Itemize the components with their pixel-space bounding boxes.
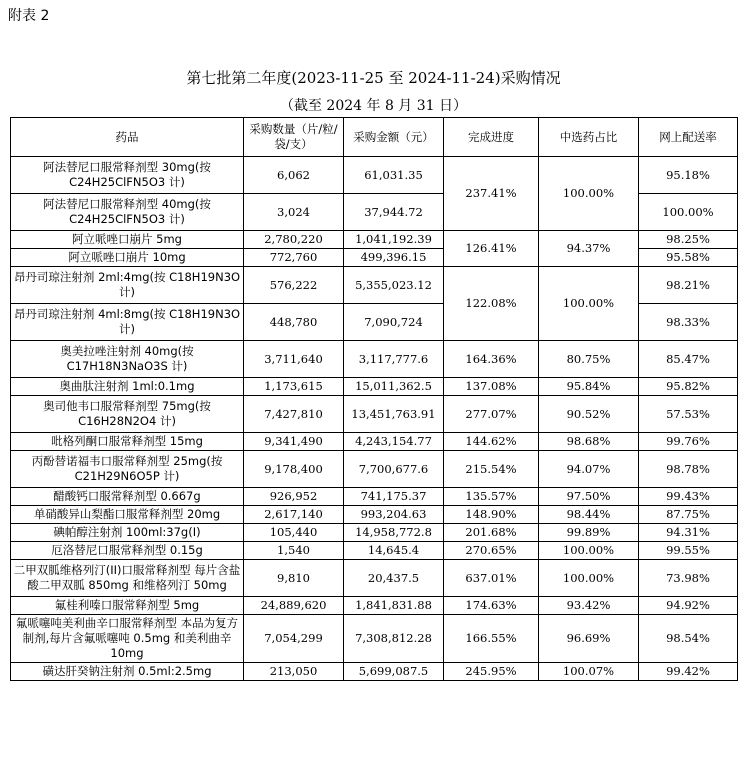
cell-delivery: 95.18% — [639, 157, 738, 194]
cell-progress: 277.07% — [444, 396, 539, 433]
cell-drug: 昂丹司琼注射剂 2ml:4mg(按 C18H19N3O 计) — [11, 267, 244, 304]
header-share: 中选药占比 — [539, 118, 639, 157]
cell-quantity: 7,054,299 — [244, 615, 344, 663]
cell-amount: 14,645.4 — [344, 542, 444, 560]
cell-drug: 阿立哌唑口崩片 5mg — [11, 231, 244, 249]
table-header-row — [11, 118, 738, 157]
cell-amount: 7,308,812.28 — [344, 615, 444, 663]
cell-delivery: 57.53% — [639, 396, 738, 433]
page-subtitle: （截至 2024 年 8 月 31 日） — [279, 98, 468, 114]
cell-delivery: 94.92% — [639, 597, 738, 615]
cell-quantity: 926,952 — [244, 488, 344, 506]
cell-amount: 14,958,772.8 — [344, 524, 444, 542]
cell-drug: 醋酸钙口服常释剂型 0.667g — [11, 488, 244, 506]
cell-quantity: 1,173,615 — [244, 378, 344, 396]
cell-progress: 270.65% — [444, 542, 539, 560]
cell-delivery: 87.75% — [639, 506, 738, 524]
cell-drug: 阿立哌唑口崩片 10mg — [11, 249, 244, 267]
cell-progress: 215.54% — [444, 451, 539, 488]
table-row — [11, 396, 738, 433]
cell-share: 94.07% — [539, 451, 639, 488]
cell-quantity: 3,711,640 — [244, 341, 344, 378]
cell-amount: 993,204.63 — [344, 506, 444, 524]
cell-amount: 741,175.37 — [344, 488, 444, 506]
cell-quantity: 772,760 — [244, 249, 344, 267]
cell-progress: 164.36% — [444, 341, 539, 378]
table-row — [11, 488, 738, 506]
table-row — [11, 267, 738, 304]
cell-quantity: 2,780,220 — [244, 231, 344, 249]
cell-amount: 499,396.15 — [344, 249, 444, 267]
cell-amount: 3,117,777.6 — [344, 341, 444, 378]
cell-share: 90.52% — [539, 396, 639, 433]
cell-amount: 7,700,677.6 — [344, 451, 444, 488]
cell-progress: 126.41% — [444, 231, 539, 267]
cell-quantity: 6,062 — [244, 157, 344, 194]
cell-drug: 厄洛替尼口服常释剂型 0.15g — [11, 542, 244, 560]
cell-amount: 4,243,154.77 — [344, 433, 444, 451]
cell-progress: 237.41% — [444, 157, 539, 231]
table-row — [11, 451, 738, 488]
table-row — [11, 560, 738, 597]
cell-drug: 磺达肝癸钠注射剂 0.5ml:2.5mg — [11, 663, 244, 681]
cell-progress: 637.01% — [444, 560, 539, 597]
cell-quantity: 9,341,490 — [244, 433, 344, 451]
cell-drug: 丙酚替诺福韦口服常释剂型 25mg(按C21H29N6O5P 计) — [11, 451, 244, 488]
cell-progress: 245.95% — [444, 663, 539, 681]
table-row — [11, 341, 738, 378]
cell-drug: 吡格列酮口服常释剂型 15mg — [11, 433, 244, 451]
cell-quantity: 7,427,810 — [244, 396, 344, 433]
cell-amount: 13,451,763.91 — [344, 396, 444, 433]
cell-share: 80.75% — [539, 341, 639, 378]
cell-quantity: 105,440 — [244, 524, 344, 542]
cell-delivery: 99.55% — [639, 542, 738, 560]
header-amount: 采购金额（元） — [344, 118, 444, 157]
cell-progress: 122.08% — [444, 267, 539, 341]
header-delivery: 网上配送率 — [639, 118, 738, 157]
cell-delivery: 95.58% — [639, 249, 738, 267]
cell-share: 99.89% — [539, 524, 639, 542]
cell-delivery: 85.47% — [639, 341, 738, 378]
cell-quantity: 213,050 — [244, 663, 344, 681]
cell-share: 100.00% — [539, 542, 639, 560]
cell-share: 97.50% — [539, 488, 639, 506]
table-row — [11, 231, 738, 249]
cell-amount: 37,944.72 — [344, 194, 444, 231]
cell-drug: 昂丹司琼注射剂 4ml:8mg(按 C18H19N3O 计) — [11, 304, 244, 341]
cell-progress: 174.63% — [444, 597, 539, 615]
attachment-label: 附表 2 — [8, 8, 50, 24]
cell-share: 94.37% — [539, 231, 639, 267]
cell-quantity: 1,540 — [244, 542, 344, 560]
table-row — [11, 378, 738, 396]
cell-drug: 单硝酸异山梨酯口服常释剂型 20mg — [11, 506, 244, 524]
cell-amount: 1,041,192.39 — [344, 231, 444, 249]
cell-delivery: 100.00% — [639, 194, 738, 231]
cell-amount: 15,011,362.5 — [344, 378, 444, 396]
cell-progress: 144.62% — [444, 433, 539, 451]
cell-share: 93.42% — [539, 597, 639, 615]
table-row — [11, 157, 738, 194]
cell-quantity: 576,222 — [244, 267, 344, 304]
cell-progress: 166.55% — [444, 615, 539, 663]
cell-amount: 5,699,087.5 — [344, 663, 444, 681]
cell-drug: 二甲双胍维格列汀(II)口服常释剂型 每片含盐酸二甲双胍 850mg 和维格列汀 50mg — [11, 560, 244, 597]
table-row — [11, 597, 738, 615]
cell-quantity: 9,810 — [244, 560, 344, 597]
cell-delivery: 73.98% — [639, 560, 738, 597]
cell-share: 100.07% — [539, 663, 639, 681]
cell-quantity: 24,889,620 — [244, 597, 344, 615]
cell-drug: 氟哌噻吨美利曲辛口服常释剂型 本品为复方制剂,每片含氟哌噻吨 0.5mg 和美利曲辛 10mg — [11, 615, 244, 663]
page-title: 第七批第二年度(2023-11-25 至 2024-11-24)采购情况 — [186, 69, 561, 87]
cell-amount: 1,841,831.88 — [344, 597, 444, 615]
cell-delivery: 98.78% — [639, 451, 738, 488]
header-progress: 完成进度 — [444, 118, 539, 157]
cell-share: 98.44% — [539, 506, 639, 524]
cell-share: 96.69% — [539, 615, 639, 663]
cell-delivery: 99.42% — [639, 663, 738, 681]
cell-progress: 137.08% — [444, 378, 539, 396]
cell-drug: 阿法替尼口服常释剂型 40mg(按C24H25ClFN5O3 计) — [11, 194, 244, 231]
table-row — [11, 542, 738, 560]
cell-progress: 148.90% — [444, 506, 539, 524]
cell-progress: 201.68% — [444, 524, 539, 542]
cell-delivery: 95.82% — [639, 378, 738, 396]
cell-drug: 阿法替尼口服常释剂型 30mg(按C24H25ClFN5O3 计) — [11, 157, 244, 194]
cell-share: 95.84% — [539, 378, 639, 396]
cell-share: 100.00% — [539, 560, 639, 597]
cell-amount: 7,090,724 — [344, 304, 444, 341]
cell-drug: 奥美拉唑注射剂 40mg(按C17H18N3NaO3S 计) — [11, 341, 244, 378]
cell-drug: 奥曲肽注射剂 1ml:0.1mg — [11, 378, 244, 396]
table-row — [11, 506, 738, 524]
cell-amount: 61,031.35 — [344, 157, 444, 194]
cell-amount: 5,355,023.12 — [344, 267, 444, 304]
cell-quantity: 448,780 — [244, 304, 344, 341]
cell-delivery: 99.43% — [639, 488, 738, 506]
header-drug: 药品 — [11, 118, 244, 157]
table-row — [11, 524, 738, 542]
table-row — [11, 615, 738, 663]
cell-drug: 奥司他韦口服常释剂型 75mg(按C16H28N2O4 计) — [11, 396, 244, 433]
cell-share: 98.68% — [539, 433, 639, 451]
cell-delivery: 94.31% — [639, 524, 738, 542]
cell-share: 100.00% — [539, 157, 639, 231]
cell-quantity: 2,617,140 — [244, 506, 344, 524]
cell-progress: 135.57% — [444, 488, 539, 506]
cell-quantity: 9,178,400 — [244, 451, 344, 488]
cell-delivery: 98.54% — [639, 615, 738, 663]
cell-delivery: 99.76% — [639, 433, 738, 451]
cell-delivery: 98.21% — [639, 267, 738, 304]
cell-delivery: 98.33% — [639, 304, 738, 341]
cell-amount: 20,437.5 — [344, 560, 444, 597]
header-quantity: 采购数量（片/粒/袋/支） — [244, 118, 344, 157]
procurement-table — [10, 117, 738, 681]
cell-delivery: 98.25% — [639, 231, 738, 249]
cell-drug: 碘帕醇注射剂 100ml:37g(I) — [11, 524, 244, 542]
cell-share: 100.00% — [539, 267, 639, 341]
cell-drug: 氟桂利嗪口服常释剂型 5mg — [11, 597, 244, 615]
cell-quantity: 3,024 — [244, 194, 344, 231]
table-row — [11, 663, 738, 681]
table-row — [11, 433, 738, 451]
